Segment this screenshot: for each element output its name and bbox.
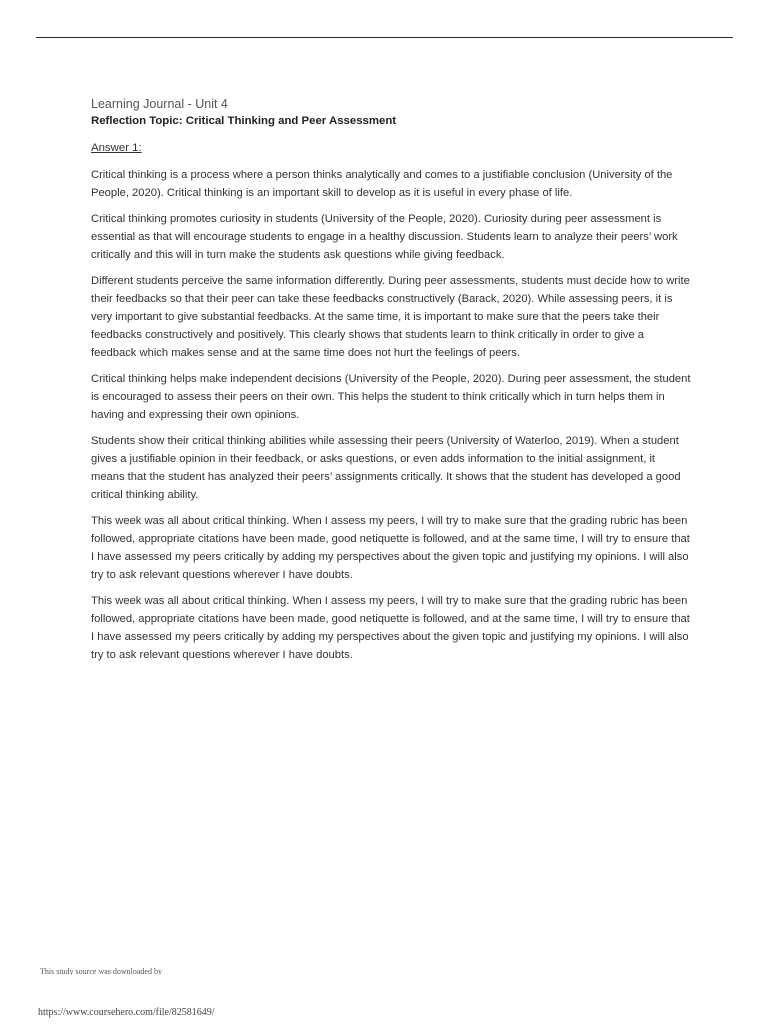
paragraph-7: This week was all about critical thinking. When I assess my peers, I will try to make sure that the grading rubric has been followed, appropriate citations have been made, good netiquette is followed, and at the same time, I will try to ensure that I have assessed my peers critically by adding my perspectives about the given topic and justifying my opinions. I will also try to ask relevant questions wherever I have doubts. (91, 595, 690, 661)
paragraph-6: This week was all about critical thinking. When I assess my peers, I will try to make sure that the grading rubric has been followed, appropriate citations have been made, good netiquette is followed, and at the same time, I will try to ensure that I have assessed my peers critically by adding my perspectives about the given topic and justifying my opinions. I will also try to ask relevant questions wherever I have doubts. (91, 515, 690, 581)
download-notice: This study source was downloaded by (40, 967, 162, 975)
paragraph-5: Students show their critical thinking abilities while assessing their peers (University of Waterloo, 2019). When a student gives a justifiable opinion in their feedback, or asks questions, or even adds information to the initial assignment, it means that the student has analyzed their peers’ assignments critically. It shows that the student has developed a good critical thinking ability. (91, 435, 681, 501)
answer-label: Answer 1: (91, 142, 142, 154)
document-subtitle: Reflection Topic: Critical Thinking and Peer Assessment (91, 115, 397, 127)
paragraph-3: Different students perceive the same information differently. During peer assessments, students must decide how to write their feedbacks so that their peer can take these feedbacks constructively (Barack, 2020). While assessing peers, it is very important to give substantial feedbacks. At the same time, it is important to make sure that the peers take their feedbacks constructively and positively. This clearly shows that students learn to think critically in order to give a feedback which makes sense and at the same time does not hurt the feelings of peers. (91, 275, 690, 359)
document-body (91, 96, 691, 672)
source-url[interactable]: https://www.coursehero.com/file/82581649/ (38, 1007, 215, 1018)
document-title: Learning Journal - Unit 4 (91, 97, 228, 111)
paragraph-2: Critical thinking promotes curiosity in students (University of the People, 2020). Curiosity during peer assessment is essential as that will encourage students to engage in a healthy discussion. Students learn to analyze their peers’ work critically and this will in turn make the students ask questions while giving feedback. (91, 213, 678, 261)
paragraph-1: Critical thinking is a process where a person thinks analytically and comes to a justifiable conclusion (University of the People, 2020). Critical thinking is an important skill to develop as it is useful in every phase of life. (91, 169, 673, 199)
header-divider (36, 37, 733, 38)
paragraph-4: Critical thinking helps make independent decisions (University of the People, 2020). During peer assessment, the student is encouraged to assess their peers on their own. This helps the student to think critically which in turn helps them in having and expressing their own opinions. (91, 373, 691, 421)
